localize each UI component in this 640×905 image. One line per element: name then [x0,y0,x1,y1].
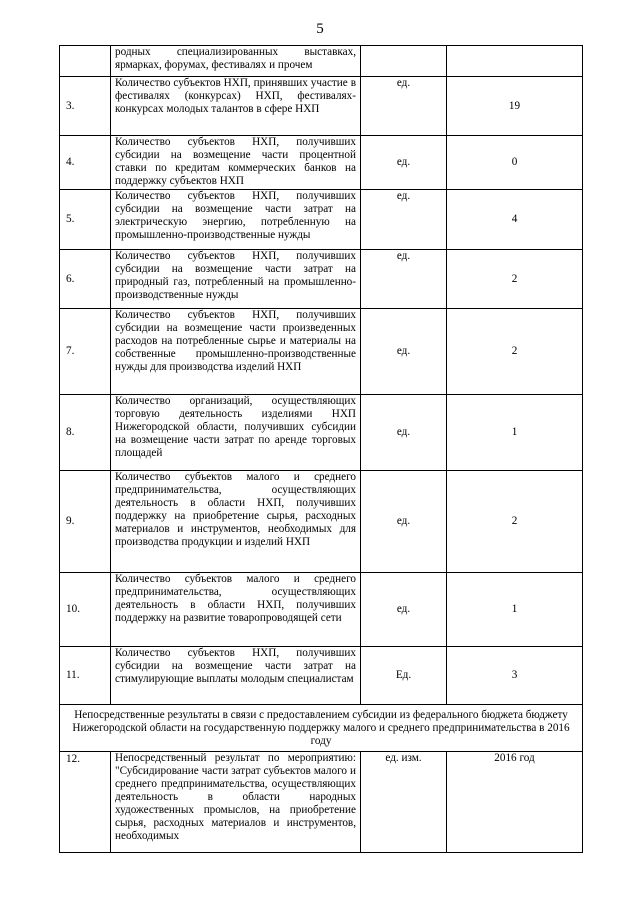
table-row [60,250,583,309]
table-row [60,46,583,77]
row-number [60,46,111,77]
table-row [60,309,583,395]
page-number: 5 [316,21,324,37]
row-value: 1 [447,395,583,471]
row-unit: ед. [361,250,447,309]
row-number: 7. [60,309,111,395]
row-description: Количество субъектов НХП, получивших субсидии на возмещение части произведенных расходов на потребленные сырье и материалы на собственные промышленно-производственные нужды для производства изделий НХП [111,309,361,395]
table-row [60,77,583,136]
row-value: 2 [447,471,583,573]
row-description: Непосредственный результат по мероприятию: "Субсидирование части затрат субъектов малого и среднего предпринимательства, осуществляющих деятельность в области народных художественных промыслов, на приобретение сырья, расходных материалов и инструментов, необходимых [111,752,361,853]
table-row [60,471,583,573]
row-number: 5. [60,190,111,250]
row-description: Количество субъектов НХП, получивших субсидии на возмещение части затрат на стимулирующие выплаты молодым специалистам [111,647,361,705]
row-number: 10. [60,573,111,647]
table-row [60,647,583,705]
row-number: 11. [60,647,111,705]
row-value: 2 [447,309,583,395]
row-value: 2016 год [447,752,583,853]
section-heading: Непосредственные результаты в связи с предоставлением субсидии из федерального бюджета бюджету Нижегородской области на государственную поддержку малого и среднего предпринимательства в 2016 году [60,705,583,752]
table-row [60,752,583,853]
row-description: Количество субъектов НХП, получивших субсидии на возмещение части процентной ставки по кредитам коммерческих банков на поддержку субъектов НХП [111,136,361,190]
row-description: Количество субъектов НХП, принявших участие в фестивалях (конкурсах) НХП, фестивалях-конкурсах молодых талантов в сфере НХП [111,77,361,136]
row-number: 9. [60,471,111,573]
section-row [60,705,583,752]
row-value: 3 [447,647,583,705]
row-description: Количество организаций, осуществляющих торговую деятельность изделиями НХП Нижегородской области, получивших субсидии на возмещение части затрат по аренде торговых площадей [111,395,361,471]
table-row [60,190,583,250]
row-number: 8. [60,395,111,471]
row-value: 0 [447,136,583,190]
results-table [59,45,582,853]
row-description: Количество субъектов малого и среднего предпринимательства, осуществляющих деятельность в области НХП, получивших поддержку на приобретение сырья, расходных материалов и инструментов, необходимых для производства продукции и изделий НХП [111,471,361,573]
row-value: 2 [447,250,583,309]
row-unit [361,46,447,77]
table-row [60,136,583,190]
row-unit: ед. изм. [361,752,447,853]
row-value: 1 [447,573,583,647]
row-value [447,46,583,77]
table-row [60,573,583,647]
row-unit: ед. [361,309,447,395]
row-number: 3. [60,77,111,136]
row-unit: ед. [361,136,447,190]
row-value: 19 [447,77,583,136]
row-description: родных специализированных выставках, ярмарках, форумах, фестивалях и прочем [111,46,361,77]
row-unit: Ед. [361,647,447,705]
row-unit: ед. [361,471,447,573]
row-number: 12. [60,752,111,853]
table-row [60,395,583,471]
row-description: Количество субъектов НХП, получивших субсидии на возмещение части затрат на электрическую энергию, потребленную на промышленно-производственные нужды [111,190,361,250]
row-unit: ед. [361,77,447,136]
row-unit: ед. [361,573,447,647]
row-unit: ед. [361,190,447,250]
row-description: Количество субъектов НХП, получивших субсидии на возмещение части затрат на природный газ, потребленный на промышленно-производственные нужды [111,250,361,309]
row-number: 4. [60,136,111,190]
row-unit: ед. [361,395,447,471]
row-description: Количество субъектов малого и среднего предпринимательства, осуществляющих деятельность в области НХП, получивших поддержку на развитие товаропроводящей сети [111,573,361,647]
row-value: 4 [447,190,583,250]
row-number: 6. [60,250,111,309]
